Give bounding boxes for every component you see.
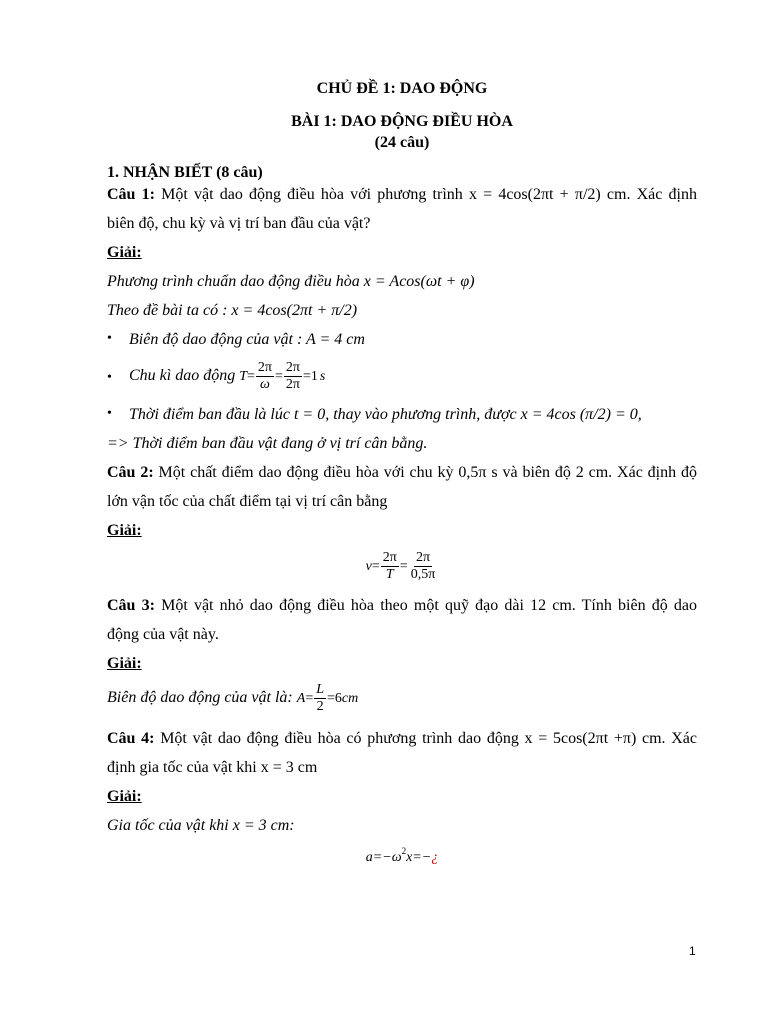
- equals-sign: =: [305, 690, 314, 706]
- q1-bullet1-text: Biên độ dao động của vật : A = 4 cm: [129, 331, 365, 348]
- q2-text-line1: [107, 464, 697, 482]
- q3-label: Câu 3:: [107, 597, 155, 614]
- q2-formula: [107, 550, 697, 583]
- q4-formula: [107, 846, 697, 866]
- lesson-title: BÀI 1: DAO ĐỘNG ĐIỀU HÒA: [291, 113, 513, 130]
- q2-label: Câu 2:: [107, 464, 154, 481]
- q3-answer-prefix: Biên độ dao động của vật là:: [107, 689, 297, 707]
- symbol-T: T: [239, 368, 248, 384]
- q1-text-a: Một vật dao động điều hòa với phương trình x = 4cos(2πt + π/2) cm. Xác định: [154, 186, 698, 203]
- q4-label: Câu 4:: [107, 730, 155, 747]
- q4-solution-label-text: Giải:: [107, 788, 142, 805]
- symbol-v: v: [365, 558, 372, 574]
- q4-text-a: Một vật dao động điều hòa có phương trình dao động x = 5cos(2πt +π) cm. Xác: [154, 730, 698, 747]
- q1-text-b: biên độ, chu kỳ và vị trí ban đầu của vật?: [107, 215, 371, 232]
- fraction-numerator: 2π: [416, 550, 431, 565]
- equals-sign: =: [275, 368, 283, 384]
- unit: cm: [341, 690, 359, 706]
- fraction-denominator: ω: [260, 377, 270, 392]
- q3-text-b: động của vật này.: [107, 626, 219, 643]
- fraction: [284, 360, 302, 393]
- question-count: (24 câu): [374, 134, 430, 151]
- section-heading-text: 1. NHẬN BIẾT (8 câu): [107, 164, 263, 181]
- symbol-A: A: [296, 690, 306, 706]
- exponent: 2: [401, 846, 407, 856]
- fraction: [409, 550, 438, 583]
- q3-text-a: Một vật nhỏ dao động điều hòa theo một quỹ đạo dài 12 cm. Tính biên độ dao: [154, 597, 698, 614]
- bullet-icon: •: [107, 370, 112, 385]
- fraction-numerator: 2π: [257, 360, 272, 375]
- page-number: 1: [689, 944, 696, 958]
- q4-solution-label: [107, 788, 697, 806]
- q4-text-b: định gia tốc của vật khi x = 3 cm: [107, 759, 318, 776]
- q2-text-a: Một chất điểm dao động điều hòa với chu kỳ 0,5π s và biên độ 2 cm. Xác định độ: [153, 464, 698, 481]
- fraction: [381, 550, 399, 583]
- formula-part-b: x=−: [406, 850, 432, 865]
- fraction-denominator: 0,5π: [410, 567, 436, 582]
- fraction: [256, 360, 274, 393]
- topic-title: CHỦ ĐỀ 1: DAO ĐỘNG: [316, 80, 488, 97]
- fraction-numerator: 2π: [382, 550, 397, 565]
- q1-solution-label: [107, 244, 697, 262]
- fraction-denominator: 2π: [285, 377, 300, 392]
- unit: s: [319, 368, 326, 384]
- q1-bullet2-content: [129, 360, 325, 393]
- formula-part-a: a=−ω: [365, 850, 402, 865]
- q4-line1: Gia tốc của vật khi x = 3 cm:: [107, 817, 295, 834]
- q1-text-line1: [107, 186, 697, 204]
- q3-solution-label: [107, 655, 697, 673]
- section-heading: [107, 164, 697, 182]
- q1-line2: Theo đề bài ta có : x = 4cos(2πt + π/2): [107, 302, 358, 319]
- q1-solution-label-text: Giải:: [107, 244, 142, 261]
- bullet-icon: •: [107, 331, 112, 346]
- q1-bullet2-prefix: Chu kì dao động: [129, 367, 240, 385]
- equals-sign: =: [399, 558, 408, 574]
- q1-line1: Phương trình chuẩn dao động điều hòa x = Acos(ωt + φ): [107, 273, 475, 290]
- formula-error-glyph: ¿: [431, 850, 439, 865]
- fraction-numerator: L: [316, 682, 325, 697]
- q3-text-line1: [107, 597, 697, 615]
- q1-conclusion: => Thời điểm ban đầu vật đang ở vị trí cân bằng.: [107, 435, 428, 452]
- q1-label: Câu 1:: [107, 186, 155, 203]
- q2-solution-label: [107, 522, 697, 540]
- q4-text-line1: [107, 730, 697, 748]
- q3-solution-label-text: Giải:: [107, 655, 142, 672]
- q3-answer: [107, 682, 697, 715]
- bullet-icon: •: [107, 406, 112, 421]
- fraction-denominator: T: [385, 567, 394, 582]
- q2-text-b: lớn vận tốc của chất điểm tại vị trí cân bằng: [107, 493, 388, 510]
- q1-bullet3-text: Thời điểm ban đầu là lúc t = 0, thay vào phương trình, được x = 4cos (π/2) = 0,: [129, 406, 642, 423]
- formula-acceleration: [365, 846, 439, 865]
- result-value: =1: [302, 368, 318, 384]
- fraction: [314, 682, 326, 715]
- equals-sign: =: [247, 368, 255, 384]
- result-value: =6: [327, 690, 342, 706]
- q1-bullet2: [107, 360, 697, 396]
- equals-sign: =: [371, 558, 380, 574]
- q2-solution-label-text: Giải:: [107, 522, 142, 539]
- formula-amplitude: [296, 682, 359, 714]
- fraction-numerator: 2π: [285, 360, 300, 375]
- fraction-denominator: 2: [316, 699, 324, 714]
